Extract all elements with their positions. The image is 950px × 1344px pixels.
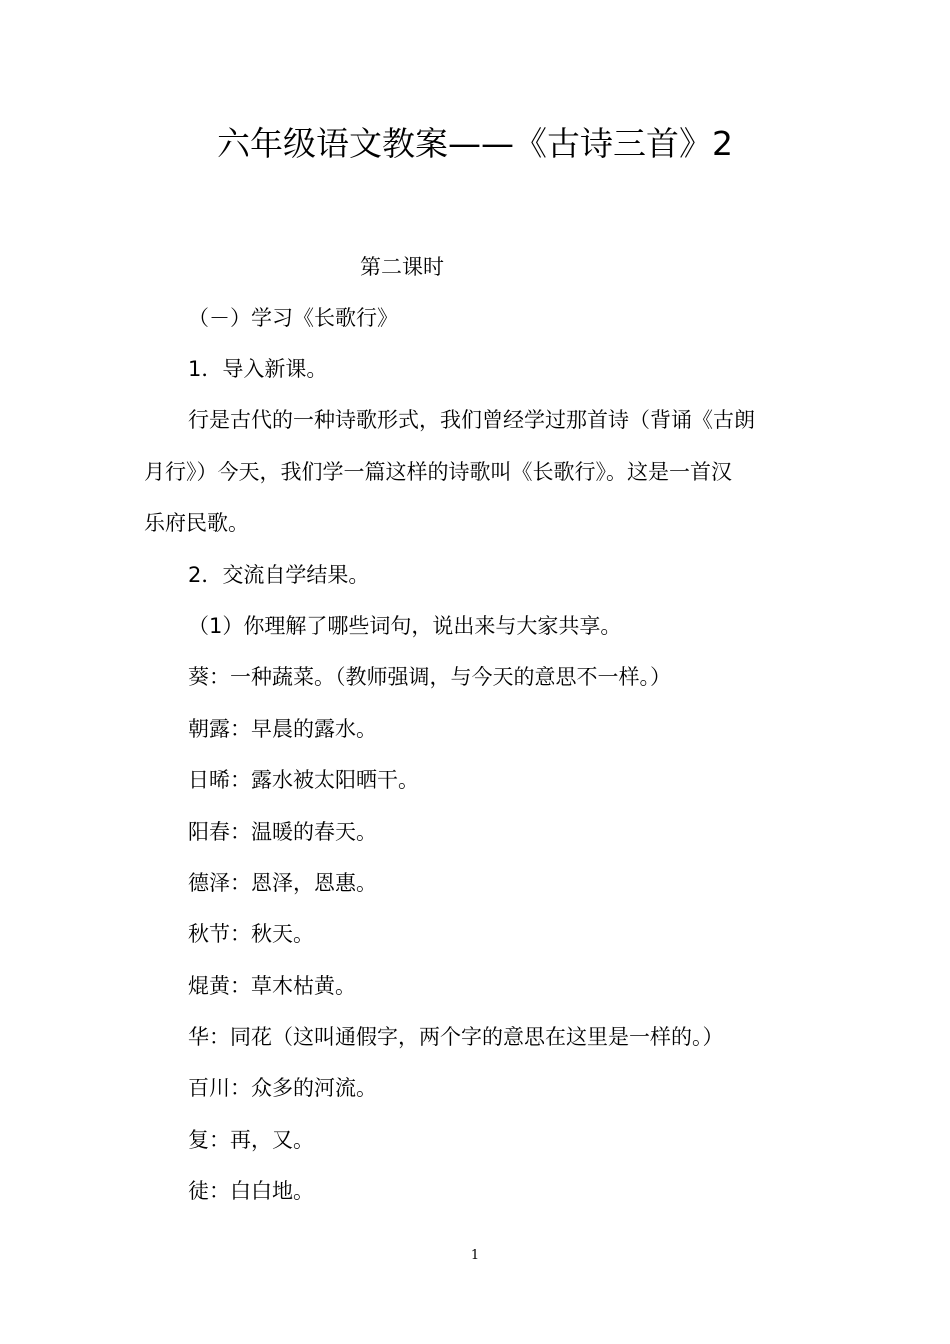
paragraph-line-1: 行是古代的一种诗歌形式，我们曾经学过那首诗（背诵《古朗 [188,408,755,432]
glossary-entry: 日晞：露水被太阳晒干。 [188,768,419,792]
paragraph-line-3: 乐府民歌。 [144,511,249,535]
section-heading: （－）学习《长歌行》 [188,306,398,330]
glossary-entry: 葵：一种蔬菜。（教师强调，与今天的意思不一样。） [188,665,671,689]
glossary-entry: 徒：白白地。 [188,1179,314,1203]
page-number: 1 [470,1248,480,1263]
glossary-entry: 百川：众多的河流。 [188,1076,377,1100]
glossary-entry: 复：再，又。 [188,1128,314,1152]
step-1-heading: 1．导入新课。 [188,357,328,381]
document-title: 六年级语文教案——《古诗三首》2 [217,124,733,163]
glossary-entry: 阳春：温暖的春天。 [188,820,377,844]
sub-question-1: （1）你理解了哪些词句，说出来与大家共享。 [188,614,622,638]
step-2-heading: 2．交流自学结果。 [188,563,370,587]
glossary-entry: 华：同花（这叫通假字，两个字的意思在这里是一样的。） [188,1025,724,1049]
paragraph-line-2: 月行》）今天，我们学一篇这样的诗歌叫《长歌行》。这是一首汉 [144,460,732,484]
glossary-entry: 朝露：早晨的露水。 [188,717,377,741]
glossary-entry: 秋节：秋天。 [188,922,314,946]
glossary-entry: 德泽：恩泽，恩惠。 [188,871,377,895]
glossary-entry: 焜黄：草木枯黄。 [188,974,356,998]
lesson-heading: 第二课时 [360,255,444,279]
